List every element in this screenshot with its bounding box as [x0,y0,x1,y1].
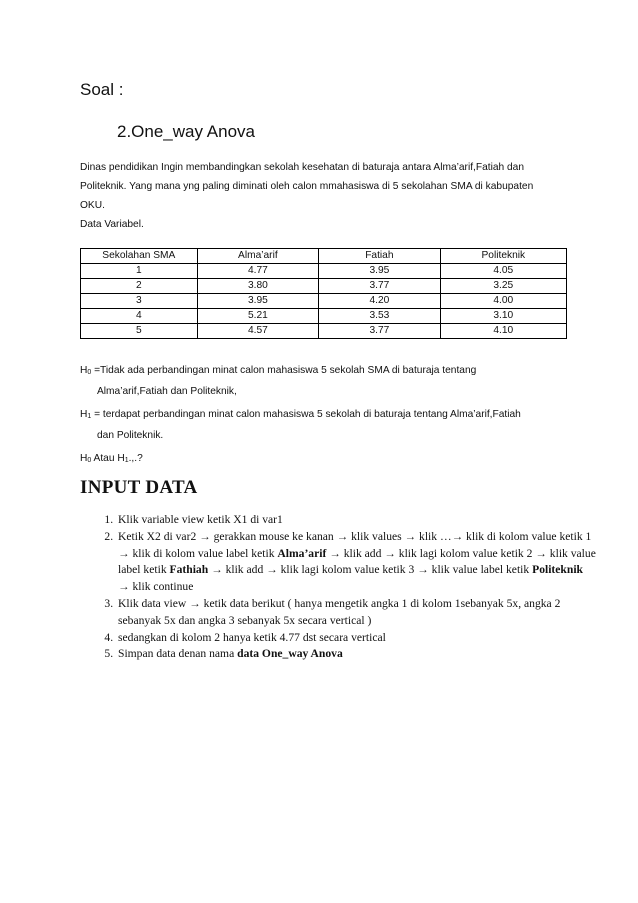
table-cell: 3.80 [197,279,319,294]
step-text: → klik add → klik lagi kolom value ketik 2 → klik value label ketik [118,546,596,577]
table-row [81,279,567,294]
problem-line: OKU. [80,200,105,211]
hypothesis-symbol: H [80,409,88,420]
hypothesis-subscript: 0 [87,369,92,376]
table-header-row [81,249,567,264]
step-text: Simpan data denan nama [118,647,238,661]
table-cell: 3.77 [319,324,441,339]
hypothesis-question [80,449,570,470]
step-text: Ketik X2 di var2 → gerakkan mouse ke kanan → klik values → klik …→ klik di kolom value ketik 1 → klik di kolom value label ketik [118,529,592,560]
table-cell: 4.57 [197,324,319,339]
table-cell: 3.25 [440,279,566,294]
step-bold-text: data One_way Anova [237,647,343,661]
column-header: Alma’arif [197,249,319,264]
input-data-heading: INPUT DATA [80,477,198,498]
problem-statement [80,158,565,215]
table-cell: 2 [81,279,198,294]
hypothesis-line: Alma’arif,Fatiah dan Politeknik, [97,386,237,397]
table-cell: 3.95 [319,264,441,279]
step-bold-text: Politeknik [532,563,584,577]
step-bold-text: Alma’arif [277,546,327,560]
column-header: Sekolahan SMA [81,249,198,264]
question-text: .,.? [128,453,143,464]
table-row [81,309,567,324]
table-cell: 3 [81,294,198,309]
list-item [116,529,596,596]
list-item [116,630,596,647]
table-cell: 3.10 [440,309,566,324]
hypothesis-symbol: H [80,365,88,376]
list-item [116,596,596,630]
hypothesis-text: = terdapat perbandingan minat calon mahasiswa 5 sekolah di baturaja tentang Alma’arif,Fatiah [91,409,521,420]
table-cell: 5 [81,324,198,339]
table-cell: 1 [81,264,198,279]
list-item [116,646,596,663]
hypothesis-line [80,361,570,382]
table-row [81,324,567,339]
question-text: Atau H [91,453,125,464]
step-text: → klik continue [118,580,194,594]
data-table [80,248,567,339]
page-title: Soal : [80,80,124,99]
step-bold-text: Fathiah [169,563,209,577]
table-cell: 4 [81,309,198,324]
section-title: 2.One_way Anova [117,122,255,141]
table-cell: 4.77 [197,264,319,279]
table-cell: 3.77 [319,279,441,294]
list-item [116,512,596,529]
hypothesis-subscript: 1 [87,413,92,420]
hypothesis-line [80,405,570,426]
question-symbol: H [80,453,88,464]
problem-line: Politeknik. Yang mana yng paling diminati oleh calon mmahasiswa di 5 sekolahan SMA di kabupaten [80,181,534,192]
hypothesis-line: dan Politeknik. [97,430,164,441]
null-hypothesis [80,361,570,401]
table-cell: 4.00 [440,294,566,309]
table-cell: 4.20 [319,294,441,309]
question-subscript: 0 [87,457,92,464]
table-cell: 3.53 [319,309,441,324]
table-cell: 3.95 [197,294,319,309]
variables-label: Data Variabel. [80,219,144,230]
question-subscript: 1 [124,457,129,464]
alternative-hypothesis [80,405,570,445]
column-header: Politeknik [440,249,566,264]
step-text: Klik data view → ketik data berikut ( hanya mengetik angka 1 di kolom 1sebanyak 5x, angka 2 sebanyak 5x dan angka 3 sebanyak 5x secara vertical ) [118,596,561,627]
table-cell: 4.10 [440,324,566,339]
hypothesis-text: =Tidak ada perbandingan minat calon mahasiswa 5 sekolah SMA di baturaja tentang [91,365,477,376]
column-header: Fatiah [319,249,441,264]
table-row [81,294,567,309]
step-text: → klik add → klik lagi kolom value ketik 3 → klik value label ketik [208,563,533,577]
table-cell: 4.05 [440,264,566,279]
step-text: Klik variable view ketik X1 di var1 [118,513,283,526]
steps-list [80,512,596,663]
table-row [81,264,567,279]
table-cell: 5.21 [197,309,319,324]
step-text: sedangkan di kolom 2 hanya ketik 4.77 dst secara vertical [118,630,386,644]
problem-line: Dinas pendidikan Ingin membandingkan sekolah kesehatan di baturaja antara Alma’arif,Fatiah dan [80,162,525,173]
